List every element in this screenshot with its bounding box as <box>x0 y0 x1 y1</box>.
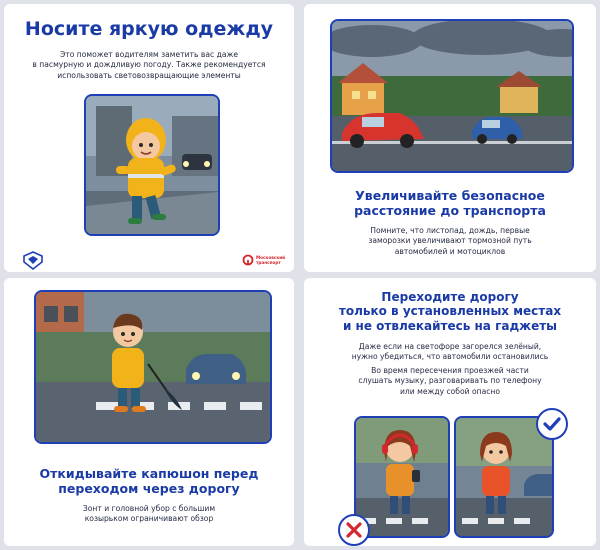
rainy-road-illustration <box>330 19 574 173</box>
cross-icon <box>340 516 368 544</box>
crosswalk-boy-illustration <box>34 290 272 444</box>
panel-bright-clothing <box>4 4 294 272</box>
right-badge <box>536 408 568 440</box>
panel-title: Носите яркую одежду <box>24 18 274 40</box>
moscow-transport-logo-text: Московский транспорт <box>256 255 286 266</box>
rainy-road-drawing <box>332 21 572 171</box>
panel-remove-hood <box>4 278 294 546</box>
panel-designated-crossing <box>304 278 596 546</box>
panel-title: Переходите дорогу только в установленных местах и не отвлекайтесь на гаджеты <box>338 290 562 333</box>
panel-title: Увеличивайте безопасное расстояние до транспорта <box>354 188 546 218</box>
girl-with-phone-illustration <box>354 416 450 538</box>
check-icon <box>538 410 566 438</box>
crosswalk-boy-drawing <box>36 292 270 442</box>
girl-with-phone-drawing <box>356 418 448 536</box>
moscow-transport-logo-icon <box>242 254 254 266</box>
ministry-emblem-icon <box>22 250 44 270</box>
panel-text-1: Даже если на светофоре загорелся зелёный, нужно убедиться, что автомобили остановились <box>351 342 549 362</box>
wrong-badge <box>338 514 370 546</box>
child-raincoat-drawing <box>86 96 218 234</box>
panel-text-2: Во время пересечения проезжей части слушать музыку, разговаривать по телефону или между собой опасно <box>358 366 542 396</box>
panel-text: Это поможет водителям заметить вас даже в пасмурную и дождливую погоду. Также рекомендуется использовать световозвращающие элементы <box>32 50 266 80</box>
panel-text: Зонт и головной убор с большим козырьком ограничивают обзор <box>82 504 216 524</box>
panel-text: Помните, что листопад, дождь, первые заморозки увеличивают тормозной путь автомобилей и мотоциклов <box>368 226 532 256</box>
child-raincoat-illustration <box>84 94 220 236</box>
panel-safe-distance <box>304 4 596 272</box>
panel-title: Откидывайте капюшон перед переходом через дорогу <box>39 466 259 496</box>
